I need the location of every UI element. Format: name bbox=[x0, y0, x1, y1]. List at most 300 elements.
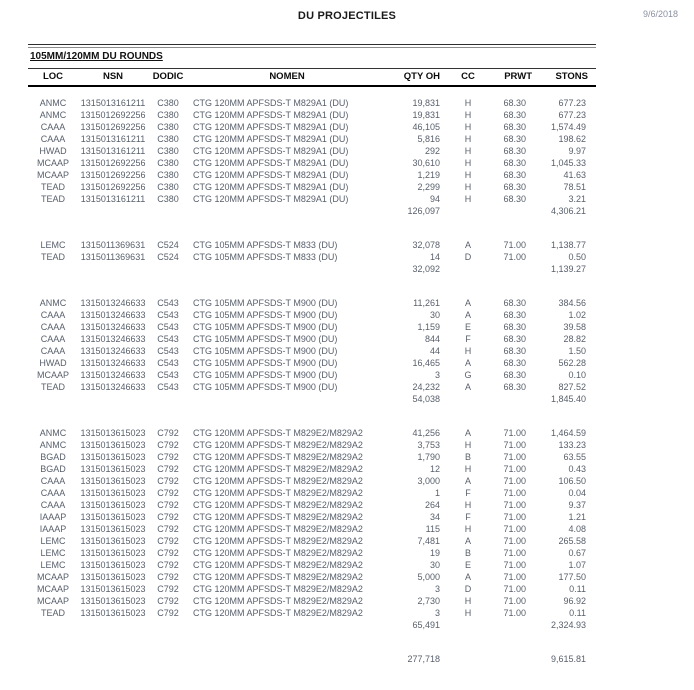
cell-nsn bbox=[78, 619, 148, 631]
cell-dodic: C792 bbox=[157, 440, 179, 450]
column-header-loc: LOC bbox=[42, 71, 64, 82]
cell-loc: CAAA bbox=[40, 500, 66, 510]
cell-cc: A bbox=[464, 536, 471, 546]
cell-qty-oh: 32,092 bbox=[412, 264, 440, 274]
cell-dodic: C792 bbox=[157, 476, 179, 486]
cell-prwt: 68.30 bbox=[503, 310, 526, 320]
cell-loc: MCAAP bbox=[36, 158, 69, 168]
cell-prwt: 68.30 bbox=[503, 134, 526, 144]
cell-prwt: 71.00 bbox=[503, 584, 526, 594]
table-block bbox=[28, 239, 596, 275]
cell-loc: MCAAP bbox=[36, 572, 69, 582]
cell-qty-oh: 19,831 bbox=[412, 110, 440, 120]
cell-cc bbox=[444, 263, 492, 275]
cell-stons: 133.23 bbox=[558, 440, 586, 450]
cell-qty-oh: 1 bbox=[434, 488, 440, 498]
cell-nomen: CTG 120MM APFSDS-T M829E2/M829A2 bbox=[193, 536, 363, 546]
cell-cc: B bbox=[464, 548, 471, 558]
cell-dodic: C380 bbox=[157, 146, 179, 156]
cell-dodic: C792 bbox=[157, 452, 179, 462]
cell-loc: MCAAP bbox=[36, 584, 69, 594]
cell-cc: A bbox=[464, 298, 471, 308]
cell-loc: ANMC bbox=[39, 428, 67, 438]
cell-nomen bbox=[188, 619, 386, 631]
cell-stons: 0.10 bbox=[568, 370, 586, 380]
cell-nomen: CTG 120MM APFSDS-T M829A1 (DU) bbox=[193, 158, 349, 168]
cell-qty-oh: 44 bbox=[429, 346, 440, 356]
cell-loc bbox=[28, 263, 78, 275]
cell-stons: 0.67 bbox=[568, 548, 586, 558]
cell-nsn: 1315013246633 bbox=[80, 322, 146, 332]
cell-nsn: 1315013615023 bbox=[80, 524, 146, 534]
cell-cc: H bbox=[464, 182, 472, 192]
cell-stons: 78.51 bbox=[563, 182, 586, 192]
cell-loc: LEMC bbox=[40, 560, 66, 570]
cell-dodic: C792 bbox=[157, 572, 179, 582]
subtotal-row bbox=[28, 619, 596, 631]
cell-dodic: C792 bbox=[157, 584, 179, 594]
cell-qty-oh: 3,000 bbox=[417, 476, 440, 486]
cell-dodic: C380 bbox=[157, 110, 179, 120]
cell-cc: E bbox=[464, 322, 471, 332]
cell-qty-oh: 46,105 bbox=[412, 122, 440, 132]
cell-qty-oh: 11,261 bbox=[413, 298, 440, 308]
cell-dodic: C380 bbox=[157, 158, 179, 168]
cell-qty-oh: 12 bbox=[429, 464, 440, 474]
cell-prwt bbox=[492, 619, 534, 631]
table-row bbox=[28, 571, 596, 583]
cell-dodic: C792 bbox=[157, 488, 179, 498]
table-row bbox=[28, 333, 596, 345]
cell-qty-oh: 115 bbox=[425, 524, 440, 534]
table-header-row bbox=[28, 68, 596, 87]
cell-loc: CAAA bbox=[40, 334, 66, 344]
cell-qty-oh: 3,753 bbox=[417, 440, 440, 450]
table-row bbox=[28, 309, 596, 321]
cell-nsn: 1315013246633 bbox=[80, 334, 146, 344]
cell-qty-oh: 65,491 bbox=[412, 620, 440, 630]
cell-stons: 4.08 bbox=[568, 524, 586, 534]
cell-stons: 677.23 bbox=[558, 98, 586, 108]
cell-dodic: C380 bbox=[157, 182, 179, 192]
table-row bbox=[28, 193, 596, 205]
cell-dodic: C543 bbox=[157, 382, 179, 392]
cell-stons: 0.11 bbox=[569, 584, 586, 594]
table-row bbox=[28, 145, 596, 157]
cell-prwt: 71.00 bbox=[503, 572, 526, 582]
cell-dodic: C792 bbox=[157, 500, 179, 510]
cell-loc: ANMC bbox=[39, 440, 67, 450]
cell-dodic: C380 bbox=[157, 170, 179, 180]
cell-nsn: 1315013615023 bbox=[80, 560, 146, 570]
cell-nomen: CTG 120MM APFSDS-T M829E2/M829A2 bbox=[193, 476, 363, 486]
cell-cc: H bbox=[464, 146, 472, 156]
cell-nsn: 1315013615023 bbox=[80, 464, 146, 474]
cell-cc: H bbox=[464, 194, 472, 204]
cell-prwt: 68.30 bbox=[503, 370, 526, 380]
cell-stons: 1.50 bbox=[568, 346, 586, 356]
cell-nomen bbox=[188, 205, 386, 217]
cell-loc: ANMC bbox=[39, 298, 67, 308]
subtotal-row bbox=[28, 393, 596, 405]
cell-nsn: 1315013246633 bbox=[80, 346, 146, 356]
page-title: DU PROJECTILES bbox=[297, 10, 397, 22]
cell-cc: H bbox=[464, 98, 472, 108]
cell-nomen: CTG 105MM APFSDS-T M900 (DU) bbox=[193, 382, 338, 392]
cell-loc: CAAA bbox=[40, 122, 66, 132]
cell-prwt: 71.00 bbox=[503, 548, 526, 558]
cell-stons: 562.28 bbox=[558, 358, 586, 368]
cell-qty-oh: 19 bbox=[429, 548, 440, 558]
cell-qty-oh: 2,730 bbox=[417, 596, 440, 606]
cell-dodic: C380 bbox=[157, 134, 179, 144]
cell-qty-oh: 7,481 bbox=[417, 536, 440, 546]
cell-loc: ANMC bbox=[39, 110, 67, 120]
cell-qty-oh: 1,790 bbox=[417, 452, 440, 462]
cell-nomen: CTG 120MM APFSDS-T M829E2/M829A2 bbox=[193, 500, 363, 510]
table-row bbox=[28, 547, 596, 559]
cell-dodic: C380 bbox=[157, 98, 179, 108]
table-row bbox=[28, 499, 596, 511]
cell-nsn: 1315013161211 bbox=[80, 98, 146, 108]
cell-stons: 4,306.21 bbox=[550, 206, 586, 216]
cell-stons: 39.58 bbox=[563, 322, 586, 332]
cell-nsn: 1315012692256 bbox=[80, 158, 146, 168]
cell-prwt: 71.00 bbox=[503, 464, 526, 474]
cell-nsn: 1315013246633 bbox=[80, 310, 146, 320]
cell-qty-oh: 3 bbox=[434, 608, 440, 618]
cell-prwt: 68.30 bbox=[503, 382, 526, 392]
cell-nsn: 1315013161211 bbox=[80, 146, 146, 156]
cell-prwt bbox=[492, 393, 534, 405]
cell-cc: A bbox=[464, 428, 471, 438]
table-row bbox=[28, 439, 596, 451]
cell-stons: 1,845.40 bbox=[550, 394, 586, 404]
cell-qty-oh: 24,232 bbox=[412, 382, 440, 392]
cell-loc: ANMC bbox=[39, 98, 67, 108]
cell-loc: TEAD bbox=[40, 382, 65, 392]
cell-dodic: C792 bbox=[157, 596, 179, 606]
table-row bbox=[28, 511, 596, 523]
cell-nomen: CTG 105MM APFSDS-T M900 (DU) bbox=[193, 310, 338, 320]
cell-stons: 1,574.49 bbox=[550, 122, 586, 132]
cell-nsn: 1315013246633 bbox=[80, 382, 146, 392]
cell-stons: 1,045.33 bbox=[550, 158, 586, 168]
cell-prwt: 68.30 bbox=[503, 194, 526, 204]
cell-nomen: CTG 105MM APFSDS-T M833 (DU) bbox=[193, 240, 338, 250]
cell-stons: 2,324.93 bbox=[550, 620, 586, 630]
cell-qty-oh: 54,038 bbox=[412, 394, 440, 404]
cell-stons: 384.56 bbox=[558, 298, 586, 308]
cell-prwt: 68.30 bbox=[503, 358, 526, 368]
cell-cc: H bbox=[464, 110, 472, 120]
cell-cc: H bbox=[464, 500, 472, 510]
cell-cc: H bbox=[464, 464, 472, 474]
table-row bbox=[28, 169, 596, 181]
table-body bbox=[28, 97, 596, 631]
cell-nomen: CTG 105MM APFSDS-T M900 (DU) bbox=[193, 298, 338, 308]
cell-loc: CAAA bbox=[40, 476, 66, 486]
cell-cc: F bbox=[465, 488, 471, 498]
cell-cc bbox=[444, 619, 492, 631]
cell-nomen bbox=[188, 393, 386, 405]
cell-loc: IAAAP bbox=[39, 524, 67, 534]
cell-nomen: CTG 120MM APFSDS-T M829A1 (DU) bbox=[193, 122, 349, 132]
table-block bbox=[28, 97, 596, 217]
cell-cc: A bbox=[464, 572, 471, 582]
cell-cc: H bbox=[464, 440, 472, 450]
cell-qty-oh: 16,465 bbox=[412, 358, 440, 368]
cell-stons: 827.52 bbox=[558, 382, 586, 392]
cell-cc: A bbox=[464, 476, 471, 486]
cell-nomen: CTG 120MM APFSDS-T M829E2/M829A2 bbox=[193, 464, 363, 474]
cell-cc: B bbox=[464, 452, 471, 462]
cell-prwt: 71.00 bbox=[503, 524, 526, 534]
cell-nomen: CTG 120MM APFSDS-T M829E2/M829A2 bbox=[193, 572, 363, 582]
cell-loc bbox=[28, 619, 78, 631]
cell-dodic: C792 bbox=[157, 536, 179, 546]
column-header-prwt: PRWT bbox=[504, 71, 532, 82]
cell-stons: 63.55 bbox=[563, 452, 586, 462]
cell-dodic bbox=[148, 393, 188, 405]
table-row bbox=[28, 535, 596, 547]
cell-stons: 198.62 bbox=[558, 134, 586, 144]
cell-qty-oh: 32,078 bbox=[412, 240, 440, 250]
cell-loc: TEAD bbox=[40, 608, 65, 618]
cell-prwt: 71.00 bbox=[503, 440, 526, 450]
cell-qty-oh: 292 bbox=[424, 146, 440, 156]
cell-dodic: C543 bbox=[157, 310, 179, 320]
cell-dodic: C380 bbox=[157, 122, 179, 132]
cell-prwt: 68.30 bbox=[503, 122, 526, 132]
cell-prwt: 71.00 bbox=[503, 476, 526, 486]
cell-cc: D bbox=[464, 584, 472, 594]
cell-qty-oh: 844 bbox=[424, 334, 440, 344]
table-row bbox=[28, 345, 596, 357]
cell-nsn: 1315013615023 bbox=[80, 536, 146, 546]
cell-nomen: CTG 120MM APFSDS-T M829A1 (DU) bbox=[193, 146, 349, 156]
cell-nomen: CTG 120MM APFSDS-T M829E2/M829A2 bbox=[193, 524, 363, 534]
cell-prwt: 71.00 bbox=[503, 512, 526, 522]
cell-nsn bbox=[78, 263, 148, 275]
cell-stons: 0.43 bbox=[568, 464, 586, 474]
cell-prwt: 71.00 bbox=[503, 608, 526, 618]
cell-nsn: 1315011369631 bbox=[80, 240, 146, 250]
cell-loc: MCAAP bbox=[36, 596, 69, 606]
table-row bbox=[28, 463, 596, 475]
cell-cc: H bbox=[464, 346, 472, 356]
table-row bbox=[28, 475, 596, 487]
cell-loc: HWAD bbox=[39, 358, 67, 368]
cell-qty-oh: 264 bbox=[424, 500, 440, 510]
cell-nomen: CTG 105MM APFSDS-T M900 (DU) bbox=[193, 322, 338, 332]
cell-prwt: 71.00 bbox=[503, 240, 526, 250]
cell-nsn: 1315013615023 bbox=[80, 452, 146, 462]
cell-nsn: 1315013615023 bbox=[80, 512, 146, 522]
cell-nsn: 1315013246633 bbox=[80, 358, 146, 368]
table-row bbox=[28, 181, 596, 193]
du-rounds-table bbox=[28, 68, 596, 665]
section-title: 105MM/120MM DU ROUNDS bbox=[30, 51, 163, 62]
cell-loc bbox=[28, 393, 78, 405]
column-header-nomen: NOMEN bbox=[269, 71, 305, 82]
cell-nsn: 1315012692256 bbox=[80, 182, 146, 192]
cell-nsn: 1315013615023 bbox=[80, 608, 146, 618]
cell-loc: TEAD bbox=[40, 182, 65, 192]
table-row bbox=[28, 369, 596, 381]
cell-prwt: 68.30 bbox=[503, 158, 526, 168]
cell-nomen: CTG 120MM APFSDS-T M829A1 (DU) bbox=[193, 134, 349, 144]
cell-prwt: 68.30 bbox=[503, 298, 526, 308]
cell-qty-oh: 34 bbox=[429, 512, 440, 522]
cell-nomen: CTG 120MM APFSDS-T M829E2/M829A2 bbox=[193, 548, 363, 558]
cell-cc: H bbox=[464, 122, 472, 132]
cell-prwt: 68.30 bbox=[503, 170, 526, 180]
cell-prwt: 68.30 bbox=[503, 346, 526, 356]
cell-nomen: CTG 120MM APFSDS-T M829E2/M829A2 bbox=[193, 596, 363, 606]
cell-loc: CAAA bbox=[40, 134, 66, 144]
cell-stons: 1.07 bbox=[568, 560, 586, 570]
table-row bbox=[28, 321, 596, 333]
cell-prwt: 68.30 bbox=[503, 146, 526, 156]
cell-nsn: 1315013615023 bbox=[80, 428, 146, 438]
cell-stons: 0.50 bbox=[568, 252, 586, 262]
cell-qty-oh: 5,000 bbox=[417, 572, 440, 582]
cell-nomen: CTG 120MM APFSDS-T M829E2/M829A2 bbox=[193, 440, 363, 450]
column-header-cc: CC bbox=[461, 71, 475, 82]
table-row bbox=[28, 487, 596, 499]
cell-dodic: C380 bbox=[157, 194, 179, 204]
cell-cc: H bbox=[464, 608, 472, 618]
cell-qty-oh: 30,610 bbox=[412, 158, 440, 168]
table-row bbox=[28, 97, 596, 109]
cell-nsn: 1315013615023 bbox=[80, 584, 146, 594]
cell-qty-oh: 41,256 bbox=[412, 428, 440, 438]
cell-stons: 0.11 bbox=[569, 608, 586, 618]
report-date: 9/6/2018 bbox=[642, 9, 678, 19]
cell-qty-oh: 3 bbox=[434, 370, 440, 380]
table-row bbox=[28, 157, 596, 169]
cell-qty-oh: 1,219 bbox=[417, 170, 440, 180]
cell-stons: 1,138.77 bbox=[550, 240, 586, 250]
column-header-qty-oh: QTY OH bbox=[403, 71, 440, 82]
cell-nomen: CTG 105MM APFSDS-T M833 (DU) bbox=[193, 252, 338, 262]
cell-nsn: 1315013615023 bbox=[80, 596, 146, 606]
cell-cc: A bbox=[464, 240, 471, 250]
cell-dodic: C792 bbox=[157, 464, 179, 474]
cell-cc: D bbox=[464, 252, 472, 262]
table-row bbox=[28, 523, 596, 535]
cell-loc: LEMC bbox=[40, 536, 66, 546]
cell-nsn bbox=[78, 205, 148, 217]
cell-qty-oh: 94 bbox=[429, 194, 440, 204]
cell-cc bbox=[444, 205, 492, 217]
cell-loc bbox=[28, 205, 78, 217]
cell-prwt: 68.30 bbox=[503, 334, 526, 344]
cell-stons: 3.21 bbox=[568, 194, 586, 204]
grand-total-qty: 277,718 bbox=[407, 654, 440, 664]
cell-cc: H bbox=[464, 158, 472, 168]
cell-prwt: 71.00 bbox=[503, 536, 526, 546]
table-row bbox=[28, 109, 596, 121]
cell-dodic: C792 bbox=[157, 512, 179, 522]
cell-prwt bbox=[492, 263, 534, 275]
cell-nomen: CTG 105MM APFSDS-T M900 (DU) bbox=[193, 346, 338, 356]
table-row bbox=[28, 239, 596, 251]
cell-nomen: CTG 120MM APFSDS-T M829E2/M829A2 bbox=[193, 452, 363, 462]
subtotal-row bbox=[28, 205, 596, 217]
cell-cc: A bbox=[464, 310, 471, 320]
cell-nsn: 1315013615023 bbox=[80, 500, 146, 510]
column-header-nsn: NSN bbox=[102, 71, 124, 82]
cell-prwt: 68.30 bbox=[503, 98, 526, 108]
cell-nomen: CTG 120MM APFSDS-T M829E2/M829A2 bbox=[193, 512, 363, 522]
cell-loc: TEAD bbox=[40, 194, 65, 204]
cell-stons: 9.37 bbox=[568, 500, 586, 510]
cell-stons: 1.02 bbox=[568, 310, 586, 320]
cell-nomen: CTG 105MM APFSDS-T M900 (DU) bbox=[193, 358, 338, 368]
cell-cc bbox=[444, 393, 492, 405]
cell-nomen: CTG 120MM APFSDS-T M829A1 (DU) bbox=[193, 182, 349, 192]
cell-cc: H bbox=[464, 134, 472, 144]
cell-cc: G bbox=[464, 370, 472, 380]
double-rule bbox=[28, 44, 596, 48]
cell-dodic bbox=[148, 263, 188, 275]
cell-prwt: 68.30 bbox=[503, 110, 526, 120]
cell-qty-oh: 14 bbox=[429, 252, 440, 262]
cell-prwt: 71.00 bbox=[503, 500, 526, 510]
cell-stons: 1,464.59 bbox=[550, 428, 586, 438]
cell-qty-oh: 3 bbox=[434, 584, 440, 594]
cell-loc: CAAA bbox=[40, 310, 66, 320]
cell-nsn: 1315013615023 bbox=[80, 488, 146, 498]
cell-cc: H bbox=[464, 596, 472, 606]
cell-nomen: CTG 120MM APFSDS-T M829A1 (DU) bbox=[193, 110, 349, 120]
cell-loc: BGAD bbox=[40, 464, 66, 474]
table-row bbox=[28, 427, 596, 439]
cell-dodic: C792 bbox=[157, 560, 179, 570]
cell-dodic bbox=[148, 205, 188, 217]
cell-nsn: 1315013246633 bbox=[80, 370, 146, 380]
cell-nsn: 1315013615023 bbox=[80, 476, 146, 486]
table-row bbox=[28, 121, 596, 133]
cell-dodic: C543 bbox=[157, 322, 179, 332]
cell-nsn: 1315013615023 bbox=[80, 572, 146, 582]
cell-dodic: C792 bbox=[157, 548, 179, 558]
cell-qty-oh: 19,831 bbox=[412, 98, 440, 108]
cell-loc: CAAA bbox=[40, 488, 66, 498]
cell-dodic: C543 bbox=[157, 346, 179, 356]
cell-loc: CAAA bbox=[40, 322, 66, 332]
table-row bbox=[28, 251, 596, 263]
grand-total-row bbox=[28, 653, 596, 665]
cell-nsn bbox=[78, 393, 148, 405]
table-row bbox=[28, 583, 596, 595]
cell-nsn: 1315012692256 bbox=[80, 170, 146, 180]
cell-prwt: 71.00 bbox=[503, 596, 526, 606]
cell-dodic: C792 bbox=[157, 608, 179, 618]
cell-dodic: C792 bbox=[157, 524, 179, 534]
cell-stons: 9.97 bbox=[568, 146, 586, 156]
cell-dodic: C524 bbox=[157, 252, 179, 262]
cell-dodic: C792 bbox=[157, 428, 179, 438]
cell-dodic: C543 bbox=[157, 298, 179, 308]
table-row bbox=[28, 381, 596, 393]
cell-nomen: CTG 105MM APFSDS-T M900 (DU) bbox=[193, 334, 338, 344]
cell-nomen: CTG 120MM APFSDS-T M829A1 (DU) bbox=[193, 98, 349, 108]
table-row bbox=[28, 451, 596, 463]
cell-prwt bbox=[492, 205, 534, 217]
